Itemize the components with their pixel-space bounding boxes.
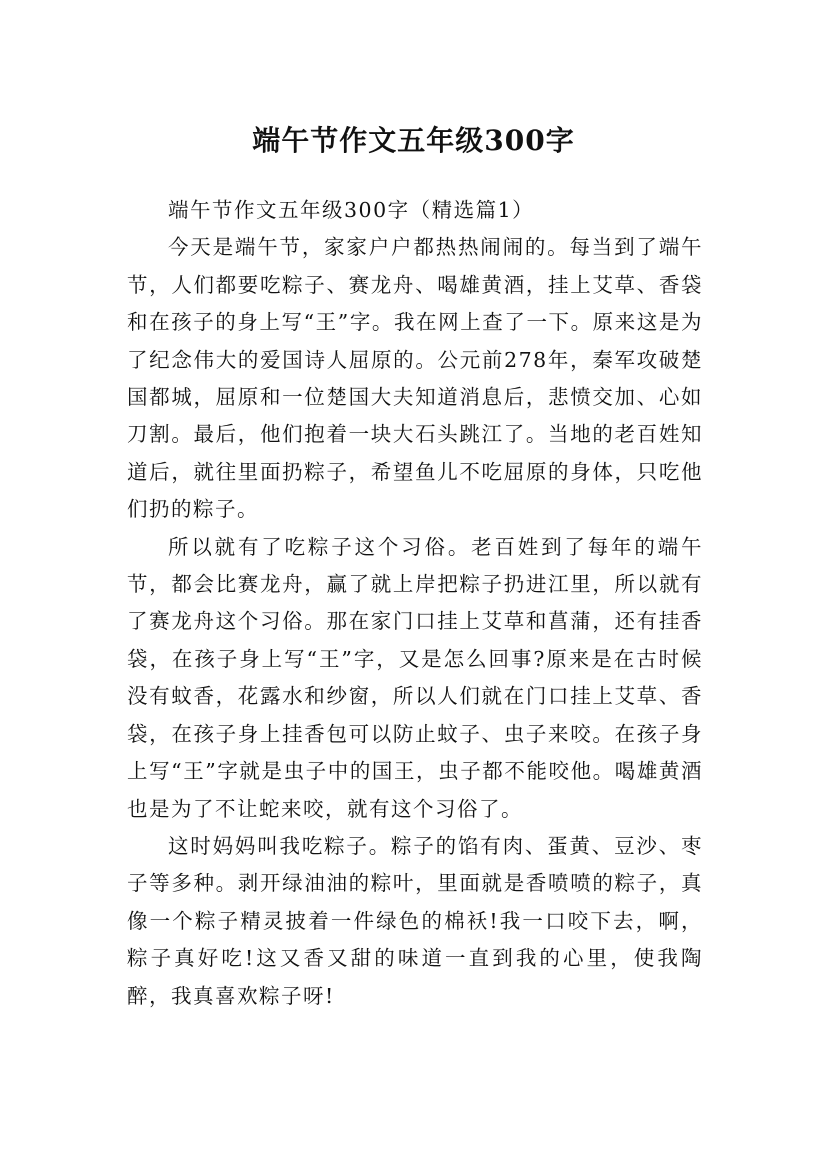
paragraph-3: 这时妈妈叫我吃粽子。粽子的馅有肉、蛋黄、豆沙、枣子等多种。剥开绿油油的粽叶，里面就是香喷喷的粽子，真像一个粽子精灵披着一件绿色的棉袄!我一口咬下去，啊，粽子真好吃!这又香又甜的味道一直到我的心里，使我陶醉，我真喜欢粽子呀! (127, 833, 703, 1008)
paragraph-1: 今天是端午节，家家户户都热热闹闹的。每当到了端午节，人们都要吃粽子、赛龙舟、喝雄黄酒，挂上艾草、香袋和在孩子的身上写“王”字。我在网上查了一下。原来这是为了纪念伟大的爱国诗人屈原的。公元前278年，秦军攻破楚国都城，屈原和一位楚国大夫知道消息后，悲愤交加、心如刀割。最后，他们抱着一块大石头跳江了。当地的老百姓知道后，就往里面扔粽子，希望鱼儿不吃屈原的身体，只吃他们扔的粽子。 (127, 235, 703, 522)
essay-subtitle: 端午节作文五年级300字（精选篇1） (168, 198, 535, 222)
document-title: 端午节作文五年级300字 (252, 123, 575, 157)
document-body (127, 192, 703, 1015)
paragraph-2: 所以就有了吃粽子这个习俗。老百姓到了每年的端午节，都会比赛龙舟，赢了就上岸把粽子扔进江里，所以就有了赛龙舟这个习俗。那在家门口挂上艾草和菖蒲，还有挂香袋，在孩子身上写“王”字，又是怎么回事?原来是在古时候没有蚊香，花露水和纱窗，所以人们就在门口挂上艾草、香袋，在孩子身上挂香包可以防止蚊子、虫子来咬。在孩子身上写“王”字就是虫子中的国王，虫子都不能咬他。喝雄黄酒也是为了不让蛇来咬，就有这个习俗了。 (127, 534, 703, 821)
